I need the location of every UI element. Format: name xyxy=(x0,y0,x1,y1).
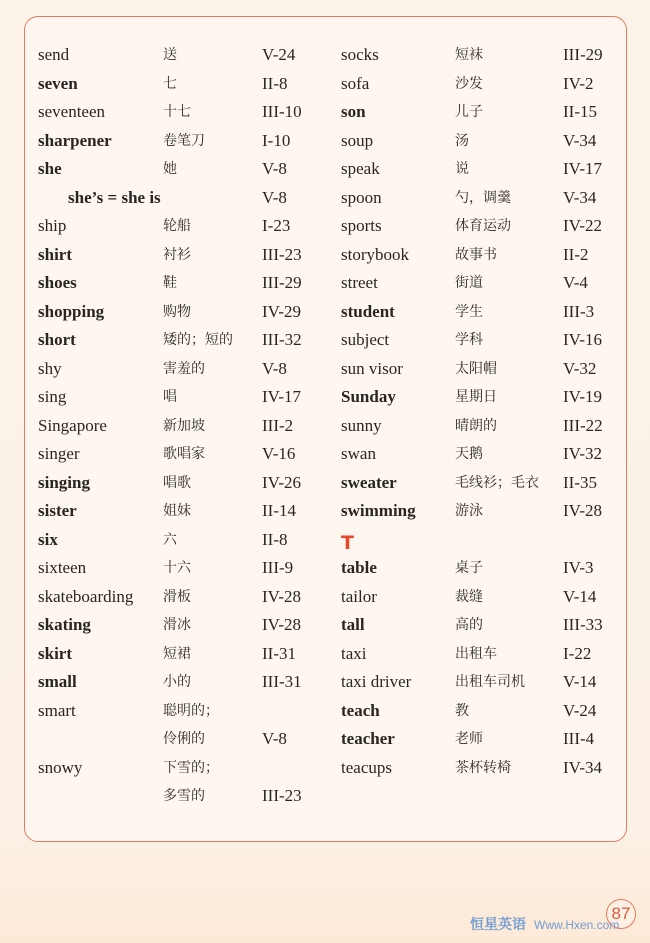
entry-unit: III-2 xyxy=(262,415,294,435)
entry-unit: IV-17 xyxy=(563,159,603,178)
entry-word: seven xyxy=(38,73,78,93)
entry-word: ship xyxy=(38,216,67,235)
entry-word: street xyxy=(341,273,378,292)
entry-word: skirt xyxy=(38,643,72,663)
entry-unit: V-32 xyxy=(563,358,597,378)
glossary-entry xyxy=(341,583,621,612)
entry-translation: 出租车 xyxy=(455,645,497,662)
glossary-entry xyxy=(38,383,330,412)
entry-word: small xyxy=(38,672,77,691)
entry-unit: IV-22 xyxy=(563,216,603,235)
entry-unit: II-8 xyxy=(262,73,288,93)
glossary-entry xyxy=(341,155,621,184)
glossary-entry xyxy=(341,497,621,526)
entry-word: shopping xyxy=(38,301,105,321)
glossary-entry xyxy=(38,611,330,640)
entry-translation: 聪明的； xyxy=(163,702,219,719)
entry-word: soup xyxy=(341,130,374,150)
entry-translation: 勺，调羹 xyxy=(455,189,511,206)
entry-translation: 沙发 xyxy=(455,75,483,92)
entry-translation: 伶俐的 xyxy=(163,731,205,747)
glossary-entry xyxy=(38,725,330,754)
entry-word: son xyxy=(341,102,366,121)
entry-translation: 卷笔刀 xyxy=(163,132,205,149)
glossary-entry xyxy=(38,526,330,555)
glossary-entry xyxy=(341,241,621,270)
entry-translation: 游泳 xyxy=(455,503,483,519)
entry-word: singing xyxy=(38,472,90,492)
entry-unit: III-29 xyxy=(563,45,603,64)
glossary-entry xyxy=(38,497,330,526)
entry-unit: IV-32 xyxy=(563,444,603,463)
entry-word: spoon xyxy=(341,187,382,207)
glossary-entry xyxy=(341,41,621,70)
entry-word: seventeen xyxy=(38,102,106,121)
entry-unit: I-23 xyxy=(262,216,291,235)
entry-translation: 轮船 xyxy=(163,218,191,234)
entry-unit: V-8 xyxy=(262,729,287,748)
entry-translation: 七 xyxy=(163,75,177,92)
entry-unit: III-23 xyxy=(262,786,302,805)
entry-word: swimming xyxy=(341,501,416,520)
entry-translation: 衬衫 xyxy=(163,246,191,263)
entry-unit: V-24 xyxy=(262,45,296,64)
glossary-entry xyxy=(341,640,621,669)
entry-translation: 学科 xyxy=(455,332,483,348)
entry-unit: III-23 xyxy=(262,244,302,264)
entry-unit: V-8 xyxy=(262,159,287,178)
entry-word: taxi xyxy=(341,643,367,663)
glossary-entry xyxy=(341,611,621,640)
glossary-entry xyxy=(38,469,330,498)
glossary-entry xyxy=(341,754,621,783)
glossary-entry xyxy=(38,640,330,669)
glossary-entry xyxy=(341,269,621,298)
entry-translation: 滑板 xyxy=(163,588,191,605)
entry-word: sun visor xyxy=(341,358,403,378)
glossary-entry xyxy=(38,782,330,811)
watermark-text: 恒星英语 xyxy=(470,917,526,933)
entry-word: subject xyxy=(341,330,390,349)
entry-unit: II-2 xyxy=(563,244,589,264)
entry-translation: 送 xyxy=(163,47,177,63)
entry-translation: 短袜 xyxy=(455,47,483,63)
entry-translation: 鞋 xyxy=(163,275,177,291)
right-column xyxy=(341,41,621,782)
entry-unit: IV-34 xyxy=(563,757,603,777)
entry-unit: I-22 xyxy=(563,643,592,663)
entry-translation: 儿子 xyxy=(455,104,483,120)
entry-unit: II-31 xyxy=(262,643,296,663)
entry-word: shy xyxy=(38,358,62,378)
entry-unit: V-14 xyxy=(563,586,597,606)
entry-word: sister xyxy=(38,501,77,520)
entry-translation: 出租车司机 xyxy=(455,674,525,690)
entry-translation: 教 xyxy=(455,702,469,719)
entry-translation: 她 xyxy=(163,161,177,177)
entry-translation: 学生 xyxy=(455,303,483,320)
entry-translation: 下雪的； xyxy=(163,759,219,776)
glossary-entry xyxy=(38,668,330,697)
entry-translation: 矮的；短的 xyxy=(163,332,233,348)
entry-unit: III-9 xyxy=(262,558,294,577)
section-letter: T xyxy=(341,531,354,554)
section-header-t xyxy=(341,526,621,555)
entry-unit: II-8 xyxy=(262,529,288,549)
glossary-entry xyxy=(38,155,330,184)
entry-word: six xyxy=(38,529,58,549)
entry-translation: 歌唱家 xyxy=(163,446,205,462)
entry-unit: IV-28 xyxy=(563,501,603,520)
entry-unit: IV-28 xyxy=(262,586,302,606)
entry-translation: 六 xyxy=(163,531,177,548)
entry-translation: 购物 xyxy=(163,303,191,320)
entry-unit: IV-2 xyxy=(563,73,594,93)
glossary-entry xyxy=(38,298,330,327)
glossary-entry xyxy=(38,70,330,99)
entry-unit: V-8 xyxy=(262,187,287,207)
entry-translation: 害羞的 xyxy=(163,360,205,377)
glossary-entry xyxy=(341,469,621,498)
entry-word: smart xyxy=(38,700,76,720)
entry-unit: I-10 xyxy=(262,130,291,150)
entry-unit: V-4 xyxy=(563,273,588,292)
entry-word: table xyxy=(341,558,377,577)
glossary-entry xyxy=(341,212,621,241)
entry-word: tailor xyxy=(341,586,377,606)
entry-unit: III-31 xyxy=(262,672,302,691)
entry-word: skateboarding xyxy=(38,586,134,606)
glossary-entry xyxy=(38,212,330,241)
entry-translation: 唱 xyxy=(163,389,177,405)
entry-unit: III-22 xyxy=(563,415,603,435)
entry-translation: 十七 xyxy=(163,104,191,120)
entry-word: send xyxy=(38,45,70,64)
entry-unit: IV-29 xyxy=(262,301,302,321)
entry-word: skating xyxy=(38,615,91,634)
entry-word: student xyxy=(341,301,395,321)
glossary-entry xyxy=(38,241,330,270)
glossary-entry xyxy=(341,127,621,156)
glossary-entry xyxy=(341,668,621,697)
glossary-entry xyxy=(38,127,330,156)
entry-word: short xyxy=(38,330,76,349)
entry-word: sing xyxy=(38,387,67,406)
entry-word: Singapore xyxy=(38,415,107,435)
entry-word: sweater xyxy=(341,472,397,492)
entry-translation: 新加坡 xyxy=(163,417,205,434)
entry-word: swan xyxy=(341,444,376,463)
entry-word: sports xyxy=(341,216,382,235)
glossary-entry xyxy=(341,355,621,384)
entry-unit: V-34 xyxy=(563,130,597,150)
entry-translation: 说 xyxy=(455,161,469,177)
entry-translation: 老师 xyxy=(455,731,483,747)
entry-word: she’s = she is xyxy=(68,187,161,207)
entry-word: sixteen xyxy=(38,558,87,577)
entry-unit: III-3 xyxy=(563,301,595,321)
entry-word: tall xyxy=(341,615,365,634)
entry-word: socks xyxy=(341,45,379,64)
glossary-entry xyxy=(341,326,621,355)
entry-word: sharpener xyxy=(38,130,112,150)
entry-unit: III-33 xyxy=(563,615,603,634)
entry-translation: 太阳帽 xyxy=(455,360,497,377)
entry-translation: 滑冰 xyxy=(163,617,191,633)
entry-translation: 桌子 xyxy=(455,560,483,576)
entry-translation: 汤 xyxy=(455,132,469,149)
watermark xyxy=(470,914,619,934)
entry-unit: III-4 xyxy=(563,729,595,748)
entry-unit: V-16 xyxy=(262,444,296,463)
entry-unit: V-24 xyxy=(563,700,597,720)
page-number: 87 xyxy=(606,899,636,929)
glossary-entry xyxy=(341,725,621,754)
entry-unit: IV-19 xyxy=(563,387,603,406)
glossary-entry xyxy=(38,326,330,355)
entry-unit: IV-3 xyxy=(563,558,594,577)
watermark-url: Www.Hxen.com xyxy=(534,918,620,932)
glossary-entry xyxy=(38,697,330,726)
glossary-entry xyxy=(38,184,330,213)
entry-translation: 姐妹 xyxy=(163,503,191,519)
entry-translation: 短裙 xyxy=(163,645,191,662)
entry-translation: 体育运动 xyxy=(455,218,511,234)
entry-translation: 茶杯转椅 xyxy=(455,759,511,776)
glossary-entry xyxy=(38,440,330,469)
entry-word: teacher xyxy=(341,729,395,748)
entry-translation: 晴朗的 xyxy=(455,417,497,434)
entry-unit: V-14 xyxy=(563,672,597,691)
glossary-entry xyxy=(38,583,330,612)
entry-word: snowy xyxy=(38,757,83,777)
left-column xyxy=(38,41,330,811)
entry-translation: 天鹅 xyxy=(455,446,483,462)
glossary-entry xyxy=(341,70,621,99)
entry-word: shoes xyxy=(38,273,77,292)
glossary-entry xyxy=(38,754,330,783)
glossary-entry xyxy=(341,440,621,469)
entry-translation: 毛线衫；毛衣 xyxy=(455,474,539,491)
entry-translation: 故事书 xyxy=(455,246,497,263)
glossary-entry xyxy=(38,41,330,70)
entry-unit: III-29 xyxy=(262,273,302,292)
entry-unit: II-15 xyxy=(563,102,597,121)
glossary-entry xyxy=(38,554,330,583)
entry-translation: 星期日 xyxy=(455,389,497,405)
glossary-entry xyxy=(341,383,621,412)
entry-translation: 十六 xyxy=(163,560,191,576)
glossary-entry xyxy=(341,184,621,213)
entry-word: speak xyxy=(341,159,380,178)
glossary-entry xyxy=(341,298,621,327)
glossary-entry xyxy=(341,412,621,441)
entry-word: shirt xyxy=(38,244,72,264)
entry-word: teach xyxy=(341,700,380,720)
entry-translation: 高的 xyxy=(455,617,483,633)
entry-unit: IV-16 xyxy=(563,330,603,349)
glossary-entry xyxy=(341,554,621,583)
entry-unit: IV-26 xyxy=(262,472,302,492)
glossary-entry xyxy=(38,269,330,298)
entry-word: sunny xyxy=(341,415,382,435)
entry-word: teacups xyxy=(341,757,392,777)
entry-translation: 街道 xyxy=(455,275,483,291)
entry-unit: V-34 xyxy=(563,187,597,207)
glossary-entry xyxy=(341,98,621,127)
entry-word: singer xyxy=(38,444,80,463)
entry-translation: 小的 xyxy=(163,674,191,690)
entry-unit: IV-28 xyxy=(262,615,302,634)
glossary-entry xyxy=(38,98,330,127)
entry-word: she xyxy=(38,159,62,178)
entry-word: taxi driver xyxy=(341,672,412,691)
entry-unit: III-32 xyxy=(262,330,302,349)
entry-translation: 裁缝 xyxy=(455,588,483,605)
entry-word: storybook xyxy=(341,244,409,264)
entry-unit: III-10 xyxy=(262,102,302,121)
entry-unit: V-8 xyxy=(262,358,287,378)
entry-translation: 唱歌 xyxy=(163,474,191,491)
entry-unit: II-14 xyxy=(262,501,296,520)
entry-unit: II-35 xyxy=(563,472,597,492)
entry-translation: 多雪的 xyxy=(163,788,205,804)
entry-word: Sunday xyxy=(341,387,396,406)
glossary-entry xyxy=(341,697,621,726)
entry-unit: IV-17 xyxy=(262,387,302,406)
glossary-entry xyxy=(38,355,330,384)
glossary-entry xyxy=(38,412,330,441)
entry-word: sofa xyxy=(341,73,370,93)
